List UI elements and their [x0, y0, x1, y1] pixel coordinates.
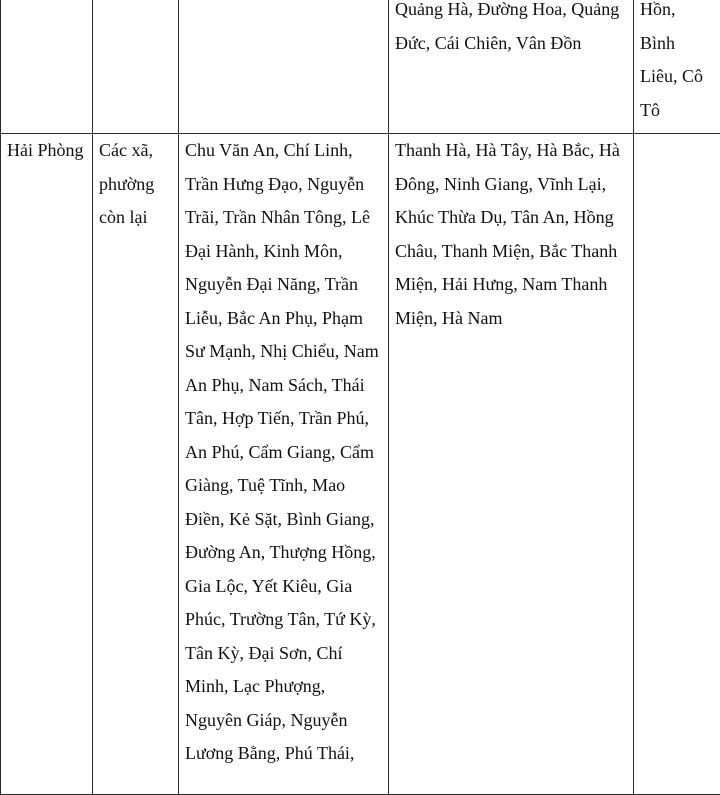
table-row	[1, 134, 720, 795]
scope-text: Các xã, phường còn lại	[99, 134, 172, 235]
cell-list-a	[179, 134, 389, 795]
province-name: Hải Phòng	[7, 134, 86, 168]
cell-scope	[93, 134, 179, 795]
cell-list-b	[389, 134, 634, 795]
cell-province	[1, 134, 93, 795]
cell-scope-empty	[93, 0, 179, 134]
cell-list-c	[634, 134, 720, 795]
table-row	[1, 0, 720, 134]
cell-list-c	[634, 0, 720, 134]
list-a-text: Chu Văn An, Chí Linh, Trần Hưng Đạo, Nguyễn Trãi, Trần Nhân Tông, Lê Đại Hành, Kinh Môn, Nguyễn Đại Năng, Trần Liễu, Bắc An Phụ, Phạm Sư Mạnh, Nhị Chiểu, Nam An Phụ, Nam Sách, Thái Tân, Hợp Tiến, Trần Phú, An Phú, Cẩm Giang, Cẩm Giàng, Tuệ Tĩnh, Mao Điền, Kẻ Sặt, Bình Giang, Đường An, Thượng Hồng, Gia Lộc, Yết Kiêu, Gia Phúc, Trường Tân, Tứ Kỳ, Tân Kỳ, Đại Sơn, Chí Minh, Lạc Phượng, Nguyên Giáp, Nguyễn Lương Bằng, Phú Thái,	[185, 134, 382, 771]
cell-province-empty	[1, 0, 93, 134]
cell-list-b	[389, 0, 634, 134]
list-b-text: Thanh Hà, Hà Tây, Hà Bắc, Hà Đông, Ninh Giang, Vĩnh Lại, Khúc Thừa Dụ, Tân An, Hồng Châu, Thanh Miện, Bắc Thanh Miện, Hải Hưng, Nam Thanh Miện, Hà Nam	[395, 134, 627, 335]
list-b-text: Quảng Hà, Đường Hoa, Quảng Đức, Cái Chiên, Vân Đồn	[395, 0, 627, 60]
cell-list-a-empty	[179, 0, 389, 134]
list-c-text: Hồn, Bình Liêu, Cô Tô	[640, 0, 714, 127]
